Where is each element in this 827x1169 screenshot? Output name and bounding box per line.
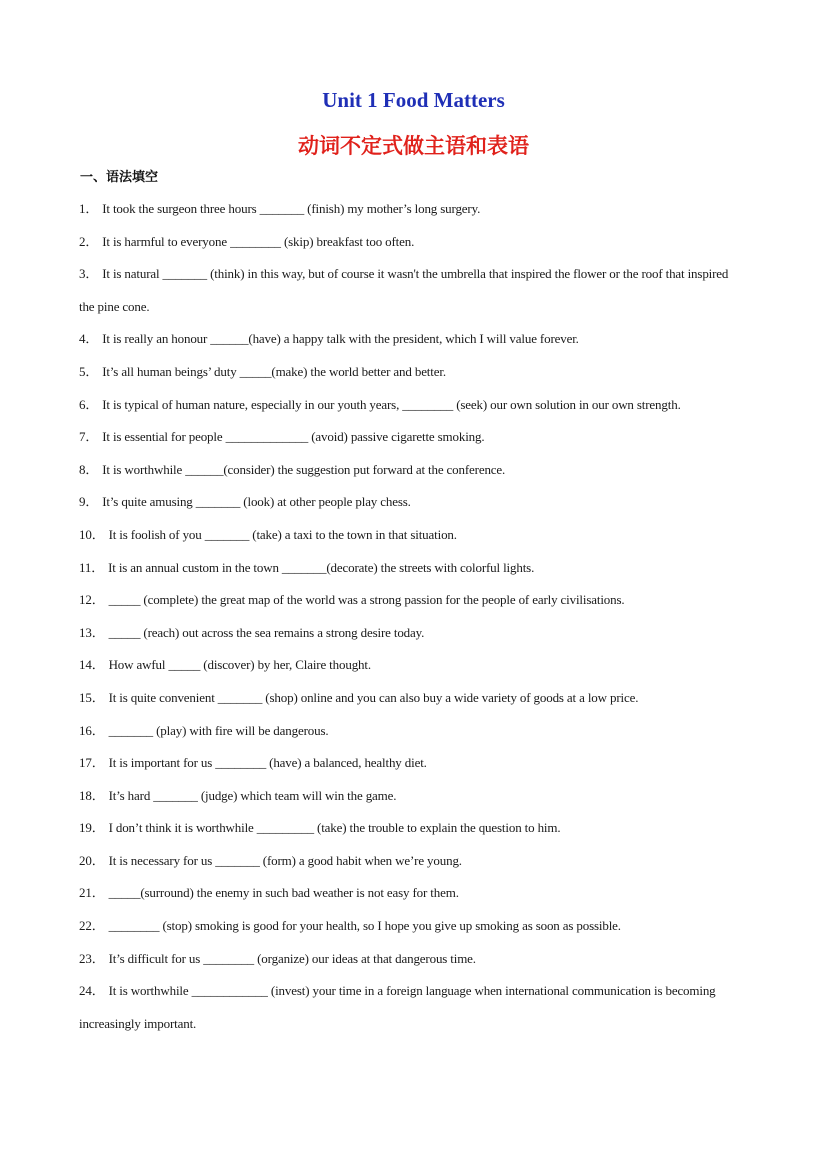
question-number: 12．: [79, 592, 105, 608]
question-number: 2．: [79, 233, 99, 249]
question-text: How awful _____ (discover) by her, Claire thought.: [108, 657, 371, 673]
question-item: [79, 845, 739, 878]
question-number: 13．: [79, 624, 105, 640]
question-number: 21．: [79, 885, 105, 901]
question-text: It’s hard _______ (judge) which team will win the game.: [108, 787, 397, 803]
question-item: [79, 193, 739, 226]
question-number: 19．: [79, 820, 105, 836]
section-heading: 一、语法填空: [80, 170, 159, 185]
question-number: 15．: [79, 689, 105, 705]
question-text: _____(surround) the enemy in such bad weather is not easy for them.: [108, 885, 459, 901]
question-text: It’s quite amusing _______ (look) at other people play chess.: [102, 494, 411, 510]
question-text: It’s difficult for us ________ (organize) our ideas at that dangerous time.: [108, 950, 476, 966]
question-item: [79, 389, 739, 422]
question-list: [79, 193, 739, 1040]
question-text: It’s all human beings’ duty _____(make) the world better and better.: [102, 363, 446, 379]
question-text: It is natural _______ (think) in this way, but of course it wasn't the umbrella that inspired the flower or the roof that inspired the pine cone.: [79, 266, 729, 314]
question-text: I don’t think it is worthwhile _________ (take) the trouble to explain the question to him.: [108, 820, 561, 836]
question-item: [79, 519, 739, 552]
question-item: [79, 715, 739, 748]
question-text: ________ (stop) smoking is good for your health, so I hope you give up smoking as soon as possible.: [108, 918, 621, 934]
question-item: [79, 910, 739, 943]
question-item: [79, 552, 739, 585]
question-text: _____ (complete) the great map of the world was a strong passion for the people of early civilisations.: [108, 592, 625, 608]
question-item: [79, 356, 739, 389]
question-text: It is essential for people _____________ (avoid) passive cigarette smoking.: [102, 429, 485, 445]
question-text: It is worthwhile ____________ (invest) your time in a foreign language when international communication is becoming increasingly important.: [79, 983, 716, 1031]
question-item: [79, 454, 739, 487]
question-number: 8．: [79, 461, 99, 477]
page-subtitle: 动词不定式做主语和表语: [298, 133, 529, 158]
question-item: [79, 226, 739, 259]
question-item: [79, 747, 739, 780]
question-number: 4．: [79, 331, 99, 347]
question-number: 20．: [79, 852, 105, 868]
question-number: 18．: [79, 787, 105, 803]
question-number: 23．: [79, 950, 105, 966]
question-text: It is worthwhile ______(consider) the suggestion put forward at the conference.: [102, 461, 506, 477]
question-text: It is typical of human nature, especially in our youth years, ________ (seek) our own solution in our own strength.: [102, 396, 681, 412]
question-number: 5．: [79, 363, 99, 379]
question-text: _____ (reach) out across the sea remains a strong desire today.: [108, 624, 425, 640]
question-number: 22．: [79, 918, 105, 934]
question-item: [79, 617, 739, 650]
question-number: 7．: [79, 429, 99, 445]
question-item: [79, 584, 739, 617]
question-text: It took the surgeon three hours _______ (finish) my mother’s long surgery.: [102, 201, 481, 216]
question-text: It is harmful to everyone ________ (skip) breakfast too often.: [102, 233, 415, 249]
question-number: 24．: [79, 983, 105, 999]
question-number: 9．: [79, 494, 99, 510]
question-item: [79, 323, 739, 356]
question-item: [79, 975, 739, 1040]
question-number: 10．: [79, 526, 105, 542]
question-number: 14．: [79, 657, 105, 673]
question-item: [79, 812, 739, 845]
page-title: Unit 1 Food Matters: [322, 88, 505, 112]
question-item: [79, 877, 739, 910]
question-item: [79, 486, 739, 519]
question-item: [79, 780, 739, 813]
question-item: [79, 258, 739, 323]
question-text: It is necessary for us _______ (form) a good habit when we’re young.: [108, 852, 462, 868]
question-number: 11．: [79, 559, 105, 575]
question-number: 17．: [79, 755, 105, 771]
question-text: It is an annual custom in the town _______(decorate) the streets with colorful lights.: [108, 559, 535, 575]
question-number: 3．: [79, 266, 99, 282]
question-text: _______ (play) with fire will be dangerous.: [108, 722, 329, 738]
question-text: It is important for us ________ (have) a balanced, healthy diet.: [108, 755, 427, 771]
question-item: [79, 943, 739, 976]
question-text: It is really an honour ______(have) a happy talk with the president, which I will value forever.: [102, 331, 579, 347]
question-item: [79, 682, 739, 715]
question-number: 16．: [79, 722, 105, 738]
question-item: [79, 421, 739, 454]
question-number: 6．: [79, 396, 99, 412]
question-text: It is quite convenient _______ (shop) online and you can also buy a wide variety of goods at a low price.: [108, 689, 639, 705]
question-number: 1．: [79, 201, 99, 216]
question-text: It is foolish of you _______ (take) a taxi to the town in that situation.: [108, 526, 457, 542]
question-item: [79, 649, 739, 682]
